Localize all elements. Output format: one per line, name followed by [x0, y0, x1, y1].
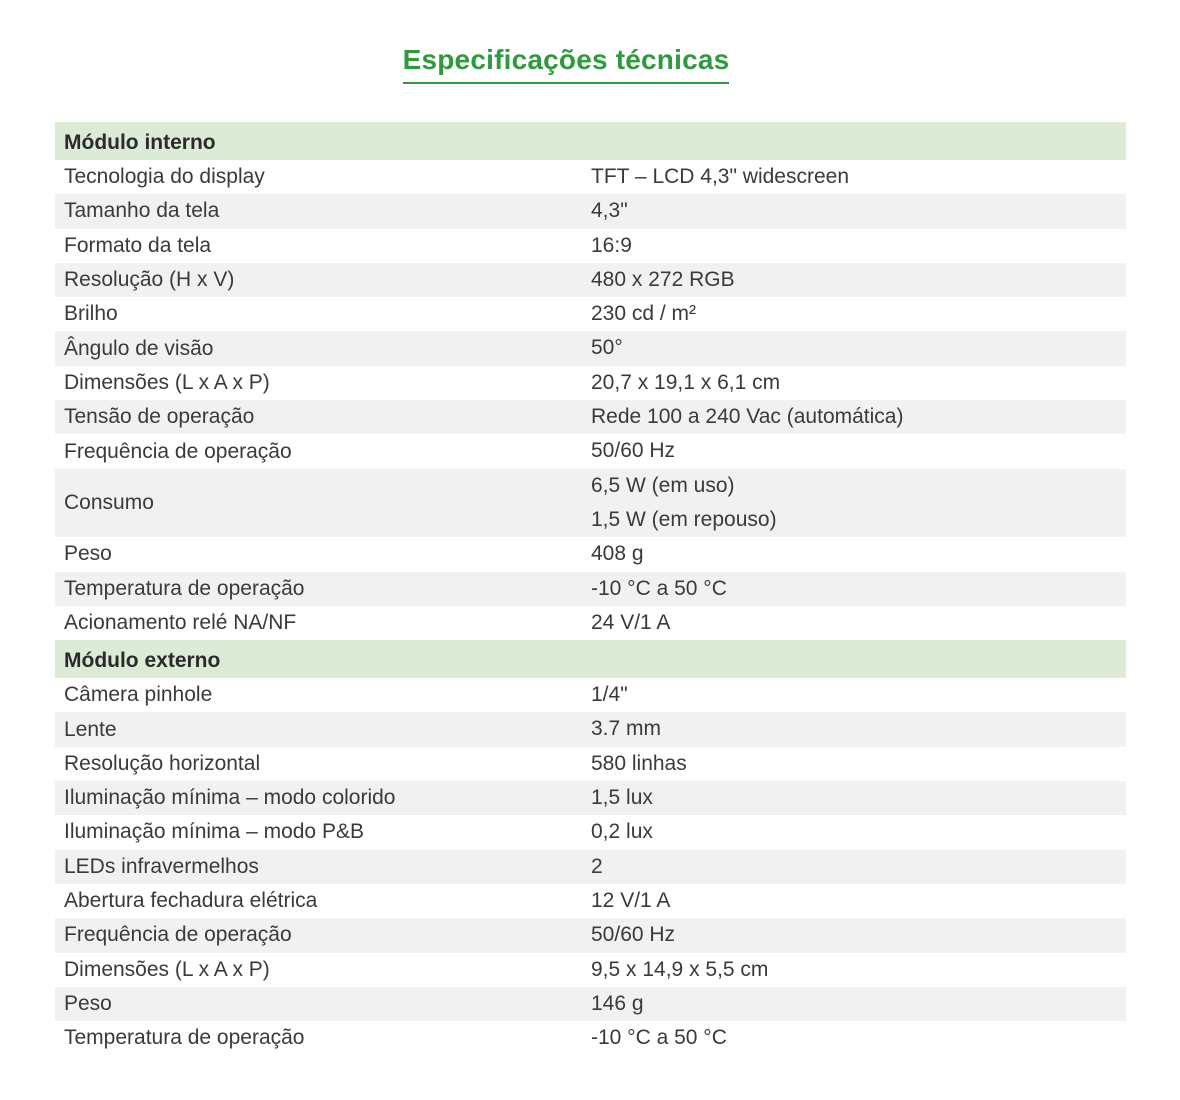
- spec-table: [55, 122, 1126, 1055]
- table-row: [55, 160, 1126, 194]
- spec-value: [591, 884, 1126, 918]
- table-row: [55, 747, 1126, 781]
- table-row: [55, 918, 1126, 952]
- table-row: [55, 194, 1126, 228]
- spec-value-line: 0,2 lux: [591, 820, 653, 844]
- spec-label: Peso: [64, 991, 112, 1015]
- table-row: [55, 1021, 1126, 1055]
- spec-value: [591, 606, 1126, 640]
- spec-value-line: 2: [591, 854, 603, 878]
- spec-value: [591, 194, 1126, 228]
- spec-value-line: 6,5 W (em uso): [591, 473, 735, 497]
- spec-value: [591, 850, 1126, 884]
- spec-value-line: 50/60 Hz: [591, 923, 676, 947]
- spec-label: Frequência de operação: [64, 439, 292, 463]
- table-row: [55, 953, 1126, 987]
- spec-value-line: 20,7 x 19,1 x 6,1 cm: [591, 370, 781, 394]
- table-row: [55, 229, 1126, 263]
- spec-label: Resolução horizontal: [64, 751, 261, 775]
- spec-value-line: 50°: [591, 336, 623, 360]
- spec-label: Iluminação mínima – modo P&B: [64, 820, 364, 844]
- table-row: [55, 331, 1126, 365]
- spec-value-line: 50/60 Hz: [591, 439, 676, 463]
- spec-label: Frequência de operação: [64, 923, 292, 947]
- spec-label: Ângulo de visão: [64, 336, 214, 360]
- spec-value: [591, 366, 1126, 400]
- table-row: [55, 469, 1126, 538]
- spec-label: Lente: [64, 717, 117, 741]
- spec-value: [591, 678, 1126, 712]
- spec-label: Consumo: [64, 490, 154, 514]
- spec-value: [591, 160, 1126, 194]
- spec-label: Abertura fechadura elétrica: [64, 889, 318, 913]
- spec-value: [591, 400, 1126, 434]
- spec-value-line: 146 g: [591, 991, 644, 1015]
- table-row: [55, 712, 1126, 746]
- spec-value: [591, 572, 1126, 606]
- spec-label: Tamanho da tela: [64, 199, 220, 223]
- spec-value-line: TFT – LCD 4,3" widescreen: [591, 165, 849, 188]
- spec-label: Iluminação mínima – modo colorido: [64, 786, 396, 810]
- table-row: [55, 884, 1126, 918]
- spec-value-line: 1,5 lux: [591, 786, 653, 810]
- spec-label: Tensão de operação: [64, 405, 255, 429]
- spec-value-line: -10 °C a 50 °C: [591, 1026, 727, 1050]
- spec-label: Temperatura de operação: [64, 576, 305, 600]
- table-row: [55, 434, 1126, 468]
- table-row: [55, 850, 1126, 884]
- spec-value: [591, 1021, 1126, 1055]
- spec-value-line: 408 g: [591, 542, 644, 566]
- table-row: [55, 366, 1126, 400]
- table-row: [55, 537, 1126, 571]
- spec-value: [591, 987, 1126, 1021]
- spec-value: [591, 434, 1126, 468]
- table-row: [55, 297, 1126, 331]
- spec-value-line: 480 x 272 RGB: [591, 267, 735, 291]
- spec-value: [591, 918, 1126, 952]
- table-row: [55, 263, 1126, 297]
- spec-value: [591, 331, 1126, 365]
- spec-value-line: 1/4": [591, 683, 628, 707]
- table-row: [55, 987, 1126, 1021]
- section-header: Módulo externo: [55, 640, 1126, 678]
- spec-value-line: -10 °C a 50 °C: [591, 576, 727, 600]
- table-row: [55, 815, 1126, 849]
- spec-label: Temperatura de operação: [64, 1026, 305, 1050]
- spec-value: [591, 781, 1126, 815]
- spec-value-line: 12 V/1 A: [591, 888, 671, 912]
- spec-label: Tecnologia do display: [64, 165, 265, 189]
- spec-value: [591, 229, 1126, 263]
- spec-label: Câmera pinhole: [64, 683, 213, 707]
- spec-label: Dimensões (L x A x P): [64, 957, 270, 981]
- spec-value: [591, 263, 1126, 297]
- spec-label: Formato da tela: [64, 233, 212, 257]
- spec-label: Peso: [64, 542, 112, 566]
- table-row: [55, 606, 1126, 640]
- table-row: [55, 400, 1126, 434]
- spec-value-line: 4,3": [591, 199, 628, 223]
- table-row: [55, 781, 1126, 815]
- spec-value-line: 16:9: [591, 233, 632, 257]
- spec-value-line: 3.7 mm: [591, 717, 662, 741]
- page-title: Especificações técnicas: [403, 44, 730, 84]
- title-container: [0, 44, 1132, 84]
- spec-label: LEDs infravermelhos: [64, 854, 259, 878]
- spec-value: [591, 747, 1126, 781]
- table-row: [55, 572, 1126, 606]
- spec-label: Brilho: [64, 302, 118, 326]
- table-row: [55, 678, 1126, 712]
- spec-value-line: 1,5 W (em repouso): [591, 507, 777, 531]
- spec-value: [591, 297, 1126, 331]
- spec-value-line: Rede 100 a 240 Vac (automática): [591, 405, 904, 429]
- spec-label: Acionamento relé NA/NF: [64, 611, 297, 634]
- spec-value: [591, 815, 1126, 849]
- spec-value: [591, 712, 1126, 746]
- spec-value: [591, 537, 1126, 571]
- spec-label: Resolução (H x V): [64, 268, 235, 292]
- spec-value-line: 230 cd / m²: [591, 302, 697, 326]
- section-header: Módulo interno: [55, 122, 1126, 160]
- spec-value-line: 9,5 x 14,9 x 5,5 cm: [591, 957, 769, 981]
- spec-value: [591, 469, 1126, 538]
- spec-value-line: 580 linhas: [591, 751, 687, 775]
- spec-value: [591, 953, 1126, 987]
- spec-value-line: 24 V/1 A: [591, 610, 671, 634]
- spec-label: Dimensões (L x A x P): [64, 370, 270, 394]
